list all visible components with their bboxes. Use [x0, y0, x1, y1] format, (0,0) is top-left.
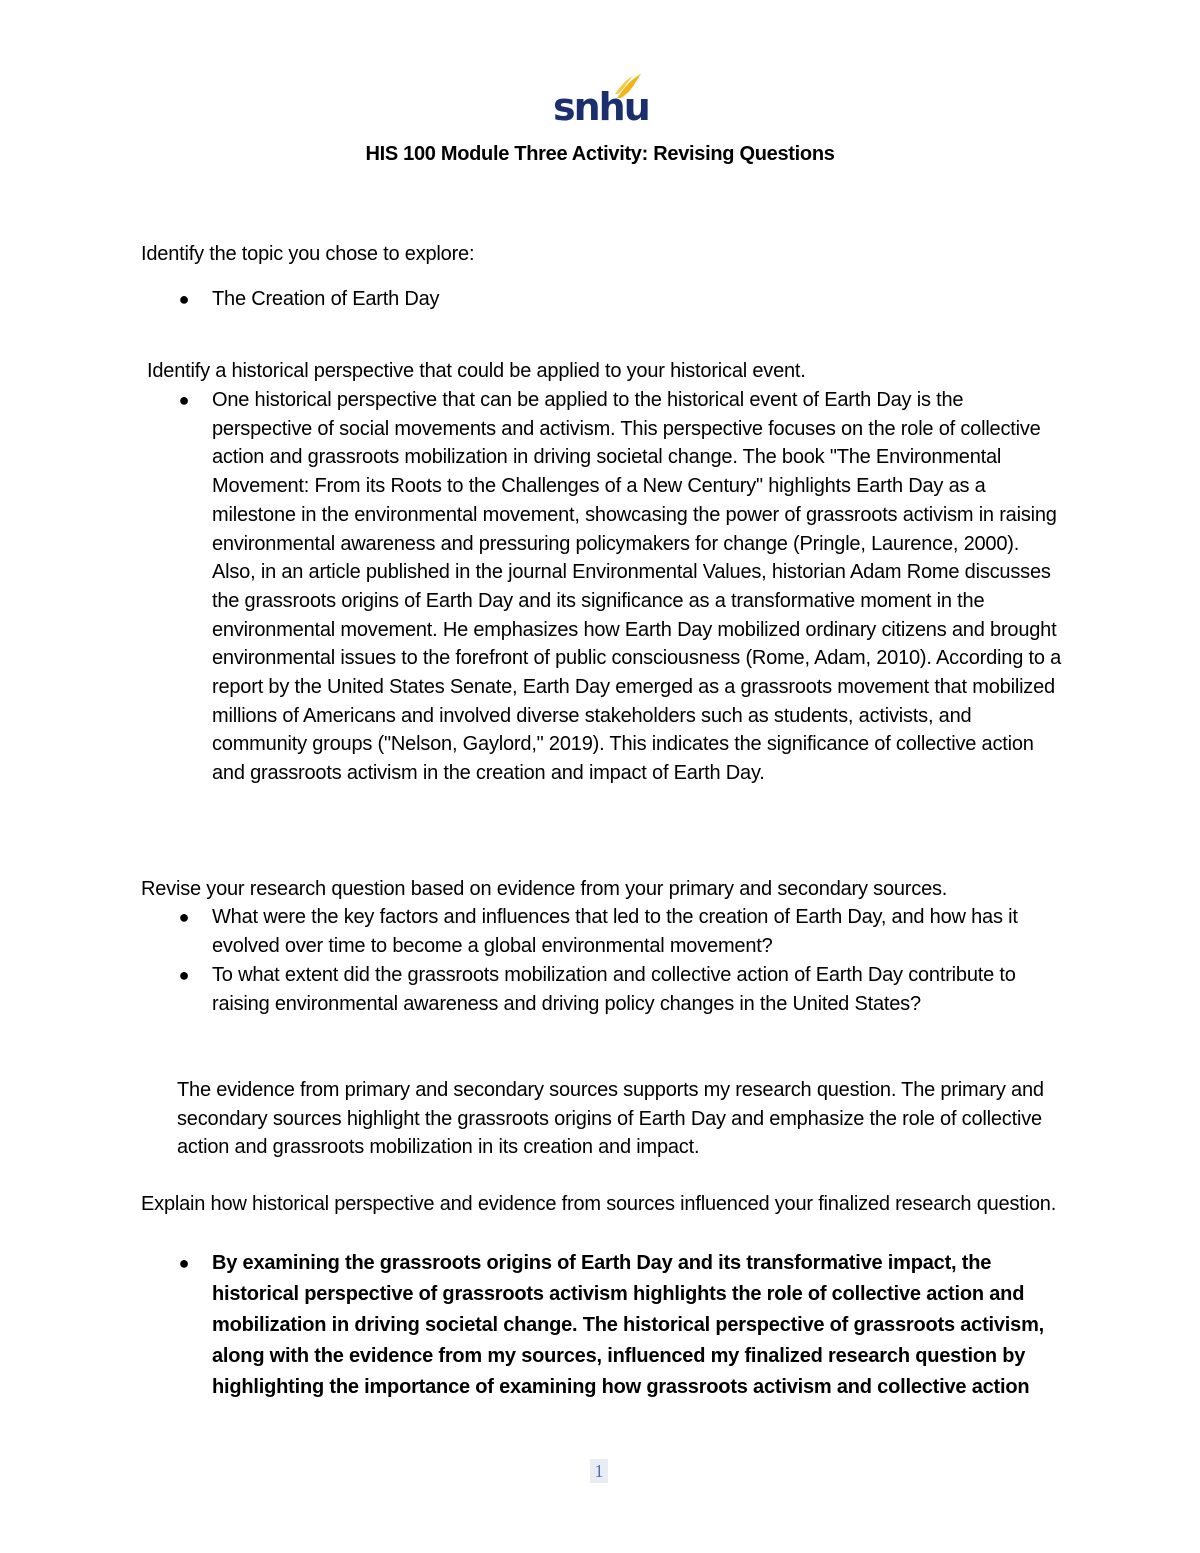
page-number: 1	[590, 1459, 608, 1483]
bullet-icon: ●	[178, 907, 190, 927]
list-item: ● What were the key factors and influences that led to the creation of Earth Day, and how has it evolved over time to become a global environmental movement?	[212, 903, 1062, 960]
list-item: ● One historical perspective that can be applied to the historical event of Earth Day is the perspective of social movements and activism. This perspective focuses on the role of collective action and grassroots mobilization in driving societal change. The book "The Environmental Movement: From its Roots to the Challenges of a New Century" highlights Earth Day as a milestone in the environmental movement, showcasing the power of grassroots activism in raising environmental awareness and pressuring policymakers for change (Pringle, Laurence, 2000). Also, in an article published in the journal Environmental Values, historian Adam Rome discusses the grassroots origins of Earth Day and its significance as a transformative moment in the environmental movement. He emphasizes how Earth Day mobilized ordinary citizens and brought environmental issues to the forefront of public consciousness (Rome, Adam, 2010). According to a report by the United States Senate, Earth Day emerged as a grassroots movement that mobilized millions of Americans and involved diverse stakeholders such as students, activists, and community groups ("Nelson, Gaylord," 2019). This indicates the significance of collective action and grassroots activism in the creation and impact of Earth Day.	[212, 386, 1064, 788]
bullet-icon: ●	[178, 390, 190, 410]
section-prompt: Identify a historical perspective that could be applied to your historical event.	[147, 360, 806, 382]
list-item: ● By examining the grassroots origins of Earth Day and its transformative impact, the historical perspective of grassroots activism highlights the role of collective action and mobilization in driving societal change. The historical perspective of grassroots activism, along with the evidence from my sources, influenced my finalized research question by highlighting the importance of examining how grassroots activism and collective action	[212, 1248, 1062, 1403]
snhu-logo	[553, 72, 649, 134]
section-prompt: Revise your research question based on evidence from your primary and secondary sources.	[141, 878, 948, 900]
bullet-icon: ●	[178, 1253, 190, 1273]
logo-wordmark: snhu	[553, 85, 649, 129]
list-item: ● The Creation of Earth Day	[212, 285, 1062, 314]
section-prompt: Identify the topic you chose to explore:	[141, 243, 475, 265]
bullet-icon: ●	[178, 289, 190, 309]
section-prompt: Explain how historical perspective and evidence from sources influenced your finalized research question.	[141, 1193, 1057, 1215]
document-title: HIS 100 Module Three Activity: Revising Questions	[365, 143, 835, 165]
bullet-icon: ●	[178, 965, 190, 985]
list-item: ● To what extent did the grassroots mobilization and collective action of Earth Day contribute to raising environmental awareness and driving policy changes in the United States?	[212, 961, 1062, 1018]
evidence-paragraph: The evidence from primary and secondary sources supports my research question. The primary and secondary sources highlight the grassroots origins of Earth Day and emphasize the role of collective action and grassroots mobilization in its creation and impact.	[177, 1079, 1044, 1159]
